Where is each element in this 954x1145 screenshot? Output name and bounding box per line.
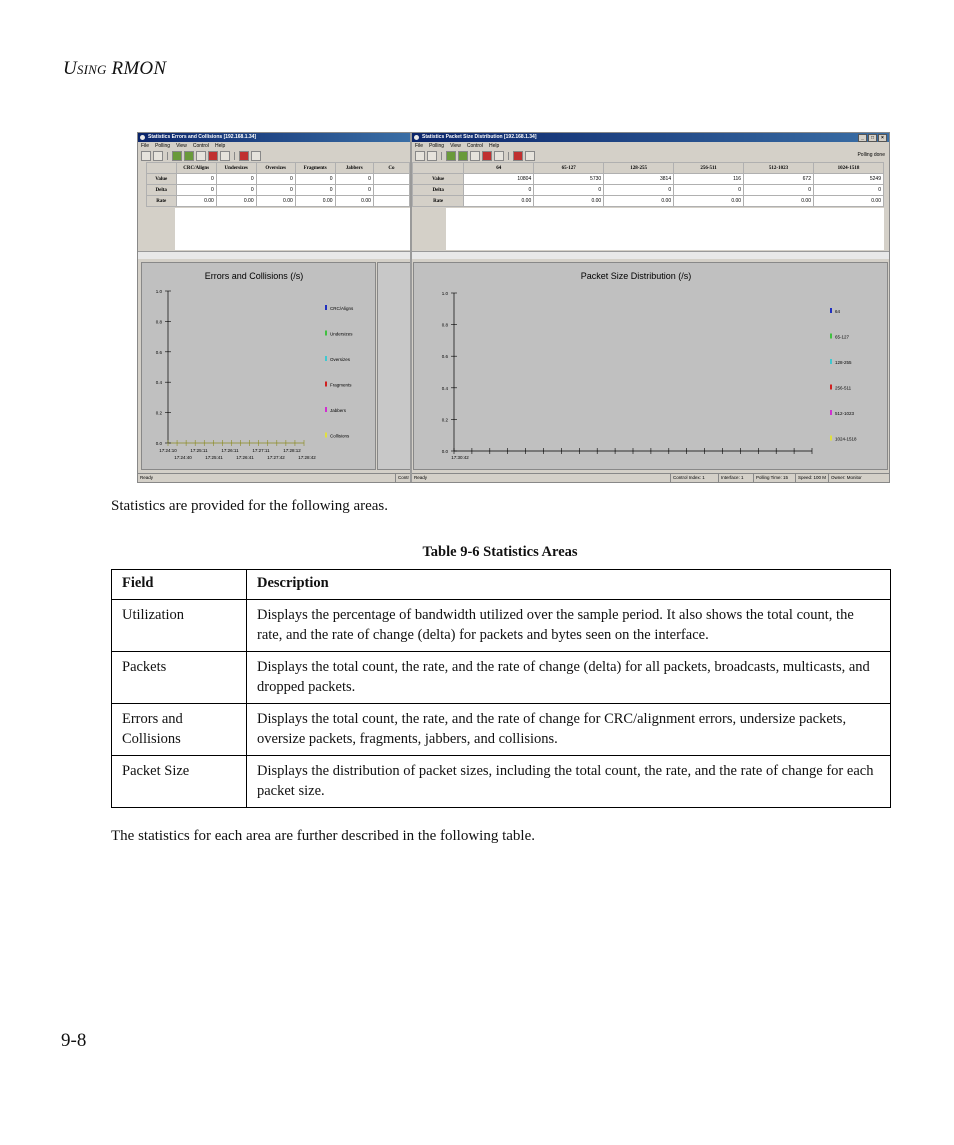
legend-swatch [830, 334, 832, 339]
column-header[interactable]: Co [373, 163, 409, 174]
horizontal-scrollbar[interactable] [412, 251, 889, 259]
help-icon[interactable] [525, 151, 535, 161]
y-tick-label: 1.0 [441, 291, 448, 296]
menu-item-help[interactable]: Help [214, 143, 226, 149]
table-cell[interactable]: 5249 [813, 174, 883, 185]
table-header-row [112, 570, 891, 600]
table-cell[interactable]: 0 [335, 174, 373, 185]
toolbar-separator [441, 152, 442, 160]
outro-paragraph: The statistics for each area are further described in the following table. [111, 828, 535, 844]
header-description: Description [247, 570, 891, 600]
poll-icon[interactable] [458, 151, 468, 161]
table-cell[interactable]: 0.00 [216, 196, 256, 207]
table-cell[interactable]: 0 [176, 174, 216, 185]
x-tick-label: 17:24:40 [174, 455, 192, 460]
table-cell[interactable]: 0.00 [335, 196, 373, 207]
table-row [147, 196, 410, 207]
table-cell[interactable]: 0 [464, 185, 534, 196]
legend-swatch [830, 385, 832, 390]
table-cell[interactable]: 672 [744, 174, 814, 185]
column-header[interactable]: Oversizes [256, 163, 295, 174]
refresh-icon[interactable] [196, 151, 206, 161]
y-tick-label: 0.4 [155, 380, 162, 386]
y-tick-label: 0.2 [441, 417, 448, 423]
errors-table [146, 162, 410, 207]
start-icon[interactable] [446, 151, 456, 161]
legend-swatch [830, 436, 832, 441]
table-cell[interactable]: 0.00 [464, 196, 534, 207]
table-cell[interactable]: 0.00 [176, 196, 216, 207]
row-header: Rate [147, 196, 177, 207]
description-cell: Displays the total count, the rate, and the rate of change (delta) for all packets, broadcasts, multicasts, and dropped packets. [247, 652, 891, 704]
status-text: Ready [414, 475, 428, 480]
table-cell[interactable]: 116 [674, 174, 744, 185]
errors-chart [141, 262, 376, 470]
column-header[interactable]: 128-255 [604, 163, 674, 174]
column-header[interactable]: 1024-1518 [813, 163, 883, 174]
row-header: Rate [413, 196, 464, 207]
table-cell[interactable]: 0.00 [674, 196, 744, 207]
table-row [112, 652, 891, 704]
table-row [413, 185, 884, 196]
field-cell: Packets [112, 652, 247, 704]
description-cell: Displays the percentage of bandwidth utilized over the sample period. It also shows the total count, the rate, and the rate of change (delta) for packets and bytes seen on the interface. [247, 600, 891, 652]
table-cell[interactable]: 0 [335, 185, 373, 196]
x-tick-label: 17:27:42 [267, 455, 285, 460]
app-icon [140, 135, 145, 140]
window-controls [858, 134, 887, 142]
table-row [147, 185, 410, 196]
column-header[interactable]: 65-127 [534, 163, 604, 174]
column-header[interactable]: Jabbers [335, 163, 373, 174]
toolbar [138, 150, 410, 161]
legend-swatch [830, 359, 832, 364]
bar-chart-icon[interactable] [239, 151, 249, 161]
status-text: Ready [140, 475, 154, 480]
field-cell: Packet Size [112, 756, 247, 808]
y-tick-label: 0.2 [155, 410, 162, 416]
table-cell[interactable]: 0 [295, 185, 335, 196]
status-cell: Owner: Monitor [828, 474, 862, 482]
menu-item-file[interactable]: File [415, 143, 424, 149]
table-cell[interactable]: 0 [176, 185, 216, 196]
page-number: 9-8 [61, 1030, 87, 1051]
column-header[interactable]: 64 [464, 163, 534, 174]
packet-size-window [412, 133, 889, 482]
help-icon[interactable] [251, 151, 261, 161]
legend-label: Jabbers [330, 408, 347, 413]
table-row [112, 756, 891, 808]
legend-swatch [325, 382, 327, 387]
legend-swatch [325, 407, 327, 412]
table-cell[interactable]: 0 [744, 185, 814, 196]
running-header: Using RMON [63, 58, 167, 79]
status-cell: Control Index: 1 [670, 474, 705, 482]
column-header[interactable]: Undersizes [216, 163, 256, 174]
stop-icon[interactable] [208, 151, 218, 161]
rmon-statistics-screenshot [137, 132, 890, 483]
table-cell[interactable]: 0 [813, 185, 883, 196]
table-row [413, 196, 884, 207]
table-cell[interactable]: 0.00 [295, 196, 335, 207]
poll-icon[interactable] [184, 151, 194, 161]
menu-item-control[interactable]: Control [192, 143, 209, 149]
y-tick-label: 0.6 [441, 354, 448, 360]
table-cell[interactable]: 10804 [464, 174, 534, 185]
record-icon[interactable] [220, 151, 230, 161]
table-empty-area [175, 208, 412, 250]
minimize-icon[interactable]: _ [858, 134, 867, 142]
table-cell[interactable]: 0.00 [744, 196, 814, 207]
table-cell[interactable]: 0 [604, 185, 674, 196]
status-cell: Interface: 1 [718, 474, 744, 482]
polling-status: Polling done [857, 152, 885, 158]
settings-icon[interactable] [153, 151, 163, 161]
chart-title: Packet Size Distribution (/s) [580, 271, 692, 281]
table-caption-text: Table 9-6 Statistics Areas [422, 544, 578, 560]
packet-size-chart [413, 262, 888, 470]
legend-label: Oversizes [330, 357, 351, 362]
table-cell[interactable]: 0 [216, 174, 256, 185]
menu-item-polling[interactable]: Polling [429, 143, 445, 149]
menu-item-file[interactable]: File [141, 143, 150, 149]
chart-icon[interactable] [415, 151, 425, 161]
x-tick-label: 17:28:42 [298, 455, 316, 460]
menu-item-help[interactable]: Help [488, 143, 500, 149]
description-cell: Displays the total count, the rate, and the rate of change for CRC/alignment errors, undersize packets, oversize packets, fragments, jabbers, and collisions. [247, 704, 891, 756]
table-row [112, 704, 891, 756]
window-titlebar[interactable] [138, 133, 410, 142]
y-tick-label: 1.0 [155, 289, 162, 294]
chart-icon[interactable] [141, 151, 151, 161]
close-icon[interactable]: × [878, 134, 887, 142]
legend-swatch [325, 305, 327, 310]
status-cell: Speed: 100 M [795, 474, 826, 482]
toolbar-separator [508, 152, 509, 160]
row-header: Delta [147, 185, 177, 196]
row-gutter [138, 162, 146, 252]
table-row [112, 600, 891, 652]
x-tick-label: 17:28:12 [283, 448, 301, 453]
window-titlebar[interactable] [412, 133, 889, 142]
legend-label: Collisions [330, 433, 350, 439]
table-cell[interactable]: 3814 [604, 174, 674, 185]
y-tick-label: 0.8 [155, 319, 162, 325]
y-tick-label: 0.6 [155, 349, 162, 355]
status-bar [138, 473, 410, 482]
refresh-icon[interactable] [470, 151, 480, 161]
menu-item-view[interactable]: View [450, 143, 461, 149]
field-cell: Errors and Collisions [112, 704, 247, 756]
column-header[interactable]: 256-511 [674, 163, 744, 174]
maximize-icon[interactable]: □ [868, 134, 877, 142]
x-tick-label: 17:26:11 [221, 448, 239, 453]
status-cell: Contr [395, 474, 409, 482]
column-header[interactable] [147, 163, 177, 174]
status-cell: Polling Time: 15 [753, 474, 788, 482]
table-caption [0, 544, 954, 561]
intro-paragraph: Statistics are provided for the following areas. [111, 498, 389, 514]
legend-label: 256-511 [835, 385, 852, 391]
legend-label: 512-1023 [835, 411, 855, 416]
start-icon[interactable] [172, 151, 182, 161]
legend-label: 1024-1518 [835, 436, 857, 442]
y-tick-label: 0.8 [441, 322, 448, 328]
table-cell[interactable]: 0 [256, 174, 295, 185]
errors-collisions-window [138, 133, 412, 482]
settings-icon[interactable] [427, 151, 437, 161]
x-tick-label: 17:24:10 [159, 448, 177, 453]
header-field: Field [112, 570, 247, 600]
column-header[interactable] [413, 163, 464, 174]
window-title: Statistics Errors and Collisions [192.168.1.34] [148, 134, 257, 140]
bar-chart-icon[interactable] [513, 151, 523, 161]
chart-title: Errors and Collisions (/s) [204, 271, 304, 281]
table-row [413, 174, 884, 185]
table-cell[interactable]: 0 [674, 185, 744, 196]
menu-item-polling[interactable]: Polling [155, 143, 171, 149]
menu-item-view[interactable]: View [176, 143, 187, 149]
table-cell[interactable]: 0.00 [813, 196, 883, 207]
legend-swatch [325, 433, 327, 438]
legend-label: 65-127 [835, 334, 850, 340]
table-cell[interactable]: 5730 [534, 174, 604, 185]
table-cell[interactable]: 0 [256, 185, 295, 196]
legend-label: 64 [835, 309, 841, 314]
description-cell: Displays the distribution of packet sizes, including the total count, the rate, and the rate of change for each packet size. [247, 756, 891, 808]
x-tick-label: 17:30:42 [451, 455, 469, 460]
table-cell[interactable] [373, 196, 409, 207]
legend-label: Undersizes [330, 331, 353, 337]
table-cell[interactable]: 0.00 [604, 196, 674, 207]
legend-label: Fragments [330, 382, 352, 388]
status-bar [412, 473, 889, 482]
table-cell[interactable]: 0 [295, 174, 335, 185]
field-cell: Utilization [112, 600, 247, 652]
row-header: Value [413, 174, 464, 185]
row-header: Delta [413, 185, 464, 196]
row-header: Value [147, 174, 177, 185]
x-tick-label: 17:26:41 [236, 455, 254, 460]
window-title: Statistics Packet Size Distribution [192.168.1.34] [422, 134, 537, 140]
app-icon [414, 135, 419, 140]
table-cell[interactable] [373, 174, 409, 185]
table-cell[interactable] [373, 185, 409, 196]
table-row [147, 174, 410, 185]
chart-side-panel [377, 262, 412, 470]
y-tick-label: 0.4 [441, 385, 448, 391]
table-cell[interactable]: 0 [534, 185, 604, 196]
packet-size-table [412, 162, 884, 207]
y-tick-label: 0.0 [155, 441, 162, 446]
y-tick-label: 0.0 [441, 449, 448, 454]
legend-label: 128-255 [835, 360, 852, 365]
legend-swatch [830, 308, 832, 313]
legend-swatch [325, 331, 327, 336]
column-header[interactable]: CRC/Aligns [176, 163, 216, 174]
horizontal-scrollbar[interactable] [138, 251, 410, 259]
legend-swatch [830, 410, 832, 415]
x-tick-label: 17:25:41 [205, 455, 223, 460]
menu-item-control[interactable]: Control [466, 143, 483, 149]
record-icon[interactable] [494, 151, 504, 161]
legend-swatch [325, 356, 327, 361]
toolbar-separator [167, 152, 168, 160]
legend-label: CRC/Aligns [330, 306, 354, 311]
x-tick-label: 17:27:11 [252, 448, 270, 453]
column-header[interactable]: 512-1023 [744, 163, 814, 174]
menu-bar [412, 142, 889, 150]
menu-bar [138, 142, 410, 150]
table-cell[interactable]: 0 [216, 185, 256, 196]
table-empty-area [446, 208, 884, 250]
column-header[interactable]: Fragments [295, 163, 335, 174]
stop-icon[interactable] [482, 151, 492, 161]
toolbar-separator [234, 152, 235, 160]
toolbar [412, 150, 889, 161]
statistics-areas-table [111, 569, 891, 808]
table-cell[interactable]: 0.00 [256, 196, 295, 207]
x-tick-label: 17:25:11 [190, 448, 208, 453]
table-cell[interactable]: 0.00 [534, 196, 604, 207]
